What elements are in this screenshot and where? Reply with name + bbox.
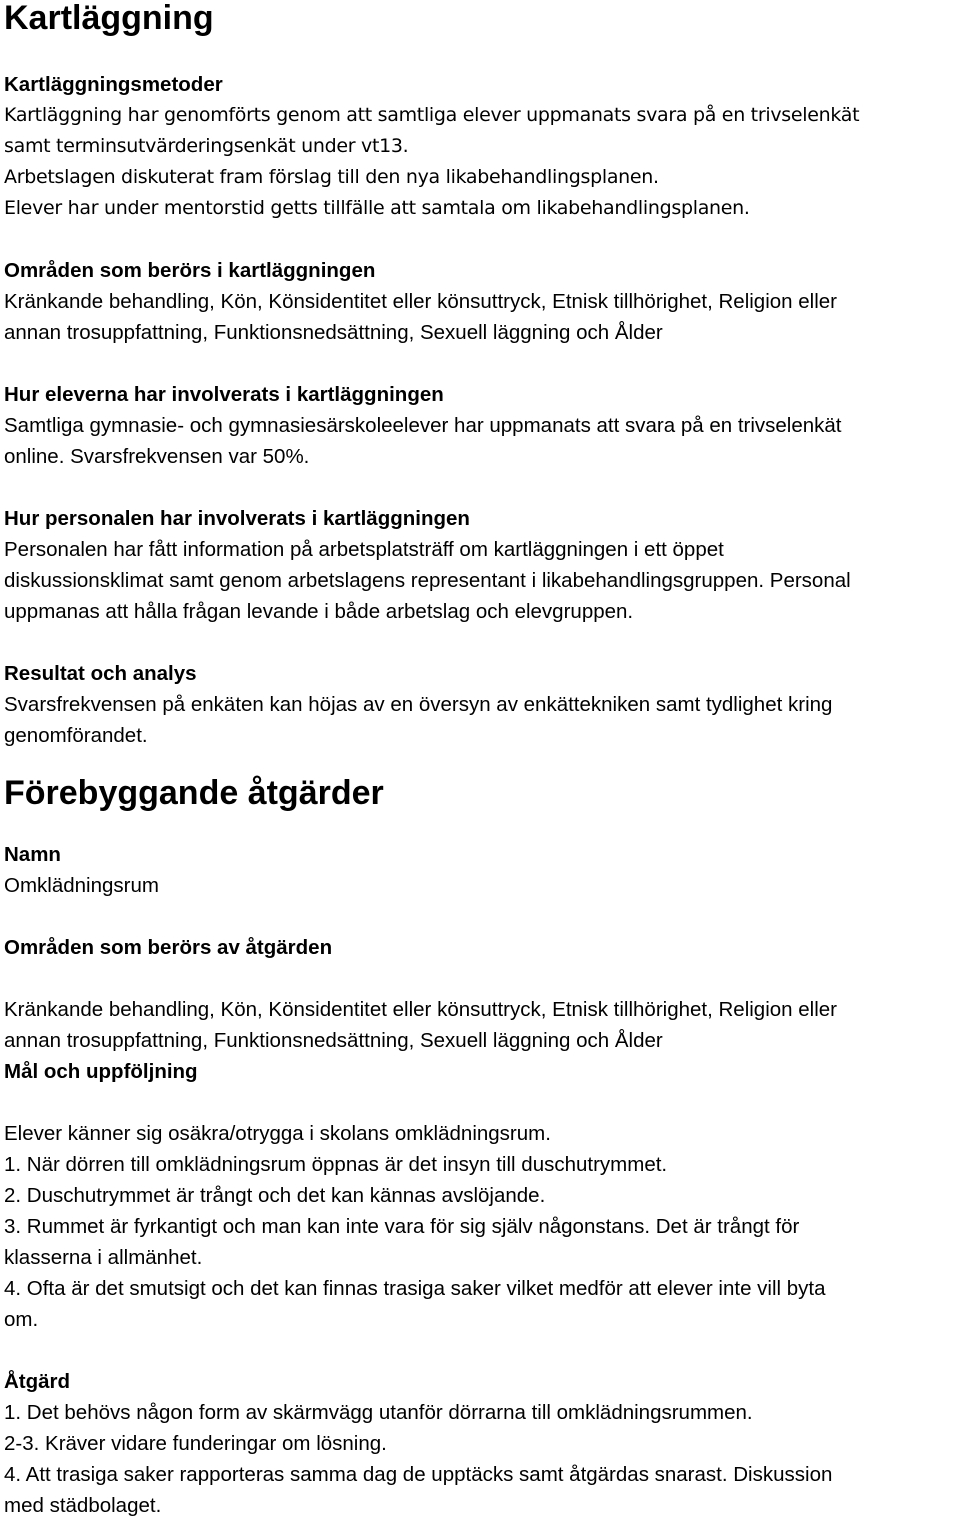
mal-line: 3. Rummet är fyrkantigt och man kan inte vara för sig själv någonstans. Det är trångt för	[4, 1215, 800, 1238]
atgard-omraden-line: annan trosuppfattning, Funktionsnedsättning, Sexuell läggning och Ålder	[4, 1029, 663, 1052]
mal-heading: Mål och uppföljning	[4, 1060, 198, 1083]
mal-line: 1. När dörren till omklädningsrum öppnas är det insyn till duschutrymmet.	[4, 1153, 668, 1176]
atgard-line: 4. Att trasiga saker rapporteras samma dag de upptäcks samt åtgärdas snarast. Diskussion	[4, 1463, 833, 1486]
atgard-heading: Åtgärd	[4, 1370, 71, 1393]
namn-value: Omklädningsrum	[4, 874, 159, 897]
mal-line: 2. Duschutrymmet är trångt och det kan kännas avslöjande.	[4, 1184, 546, 1207]
elever-heading: Hur eleverna har involverats i kartläggningen	[4, 383, 444, 406]
namn-heading: Namn	[4, 843, 61, 866]
omraden-line: Kränkande behandling, Kön, Könsidentitet eller könsuttryck, Etnisk tillhörighet, Religion eller	[4, 290, 838, 313]
metoder-line: Kartläggning har genomförts genom att samtliga elever uppmanats svara på en trivselenkät	[4, 104, 860, 126]
personal-heading: Hur personalen har involverats i kartläggningen	[4, 507, 470, 530]
atgard-line: 2-3. Kräver vidare funderingar om lösning.	[4, 1432, 387, 1455]
omraden-heading: Områden som berörs i kartläggningen	[4, 259, 376, 282]
atgard-omraden-line: Kränkande behandling, Kön, Könsidentitet eller könsuttryck, Etnisk tillhörighet, Religion eller	[4, 998, 838, 1021]
metoder-line: Arbetslagen diskuterat fram förslag till den nya likabehandlingsplanen.	[4, 166, 659, 188]
atgard-line: med städbolaget.	[4, 1494, 162, 1517]
mal-line: 4. Ofta är det smutsigt och det kan finnas trasiga saker vilket medför att elever inte vill byta	[4, 1277, 826, 1300]
personal-line: uppmanas att hålla frågan levande i både arbetslag och elevgruppen.	[4, 600, 634, 623]
document-page	[4, 0, 956, 1521]
mal-line: klasserna i allmänhet.	[4, 1246, 203, 1269]
metoder-line: Elever har under mentorstid getts tillfälle att samtala om likabehandlingsplanen.	[4, 197, 750, 219]
omraden-line: annan trosuppfattning, Funktionsnedsättning, Sexuell läggning och Ålder	[4, 321, 663, 344]
metoder-heading: Kartläggningsmetoder	[4, 73, 223, 96]
metoder-line: samt terminsutvärderingsenkät under vt13.	[4, 135, 409, 157]
atgard-line: 1. Det behövs någon form av skärmvägg utanför dörrarna till omklädningsrummen.	[4, 1401, 753, 1424]
personal-line: Personalen har fått information på arbetsplatsträff om kartläggningen i ett öppet	[4, 538, 724, 561]
kartlaggning-title: Kartläggning	[4, 0, 214, 37]
mal-line: om.	[4, 1308, 39, 1331]
personal-line: diskussionsklimat samt genom arbetslagens representant i likabehandlingsgruppen. Personal	[4, 569, 851, 592]
forebyggande-title: Förebyggande åtgärder	[4, 774, 384, 812]
resultat-line: Svarsfrekvensen på enkäten kan höjas av en översyn av enkättekniken samt tydlighet kring	[4, 693, 833, 716]
atgard-omraden-heading: Områden som berörs av åtgärden	[4, 936, 333, 959]
mal-line: Elever känner sig osäkra/otrygga i skolans omklädningsrum.	[4, 1122, 551, 1145]
elever-line: Samtliga gymnasie- och gymnasiesärskoleelever har uppmanats att svara på en trivselenkät	[4, 414, 842, 437]
elever-line: online. Svarsfrekvensen var 50%.	[4, 445, 310, 468]
resultat-heading: Resultat och analys	[4, 662, 197, 685]
resultat-line: genomförandet.	[4, 724, 148, 747]
